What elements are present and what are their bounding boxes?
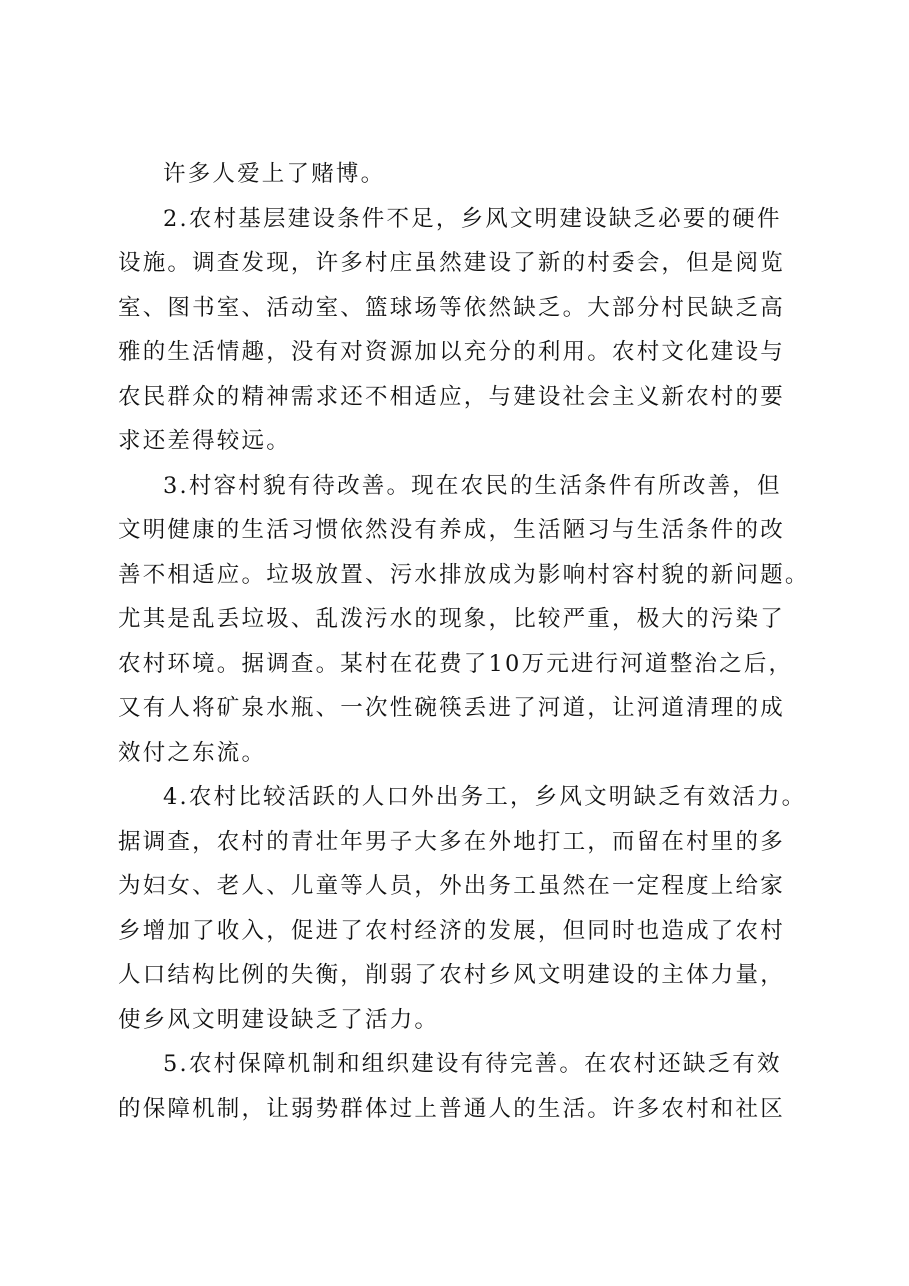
text-line: 效付之东流。 bbox=[118, 739, 267, 766]
text-line: 求还差得较远。 bbox=[118, 428, 291, 454]
paragraph-2 bbox=[118, 197, 808, 464]
text-line: 据调查，农村的青壮年男子大多在外地打工，而留在村里的多 bbox=[118, 828, 785, 855]
text-line: 设施。调查发现，许多村庄虽然建设了新的村委会，但是阅览 bbox=[118, 250, 785, 276]
text-line: 许多人爱上了赌博。 bbox=[163, 161, 386, 187]
document-body bbox=[118, 152, 808, 1131]
text-line: 室、图书室、活动室、篮球场等依然缺乏。大部分村民缺乏高 bbox=[118, 294, 785, 321]
text-line: 人口结构比例的失衡，削弱了农村乡风文明建设的主体力量， bbox=[118, 962, 785, 988]
paragraph-continuation bbox=[118, 152, 808, 197]
text-line: 文明健康的生活习惯依然没有养成，生活陋习与生活条件的改 bbox=[118, 517, 785, 543]
text-line: 4.农村比较活跃的人口外出务工，乡风文明缺乏有效活力。 bbox=[163, 784, 807, 810]
paragraph-4 bbox=[118, 775, 808, 1042]
text-line: 乡增加了收入，促进了农村经济的发展，但同时也造成了农村 bbox=[118, 917, 785, 944]
text-line: 农村环境。据调查。某村在花费了10万元进行河道整治之后， bbox=[118, 650, 794, 677]
text-line: 3.村容村貌有待改善。现在农民的生活条件有所改善，但 bbox=[163, 472, 782, 499]
text-line: 的保障机制，让弱势群体过上普通人的生活。许多农村和社区 bbox=[118, 1095, 785, 1122]
text-line: 为妇女、老人、儿童等人员，外出务工虽然在一定程度上给家 bbox=[118, 873, 785, 899]
text-line: 使乡风文明建设缺乏了活力。 bbox=[118, 1006, 440, 1033]
text-line: 尤其是乱丢垃圾、乱泼污水的现象，比较严重，极大的污染了 bbox=[118, 606, 785, 632]
text-line: 2.农村基层建设条件不足，乡风文明建设缺乏必要的硬件 bbox=[163, 205, 782, 232]
text-line: 善不相适应。垃圾放置、污水排放成为影响村容村貌的新问题。 bbox=[118, 561, 810, 588]
paragraph-5 bbox=[118, 1042, 808, 1131]
text-line: 雅的生活情趣，没有对资源加以充分的利用。农村文化建设与 bbox=[118, 339, 785, 365]
text-line: 又有人将矿泉水瓶、一次性碗筷丢进了河道，让河道清理的成 bbox=[118, 695, 785, 721]
paragraph-3 bbox=[118, 464, 808, 776]
text-line: 农民群众的精神需求还不相适应，与建设社会主义新农村的要 bbox=[118, 383, 785, 410]
text-line: 5.农村保障机制和组织建设有待完善。在农村还缺乏有效 bbox=[163, 1051, 782, 1077]
